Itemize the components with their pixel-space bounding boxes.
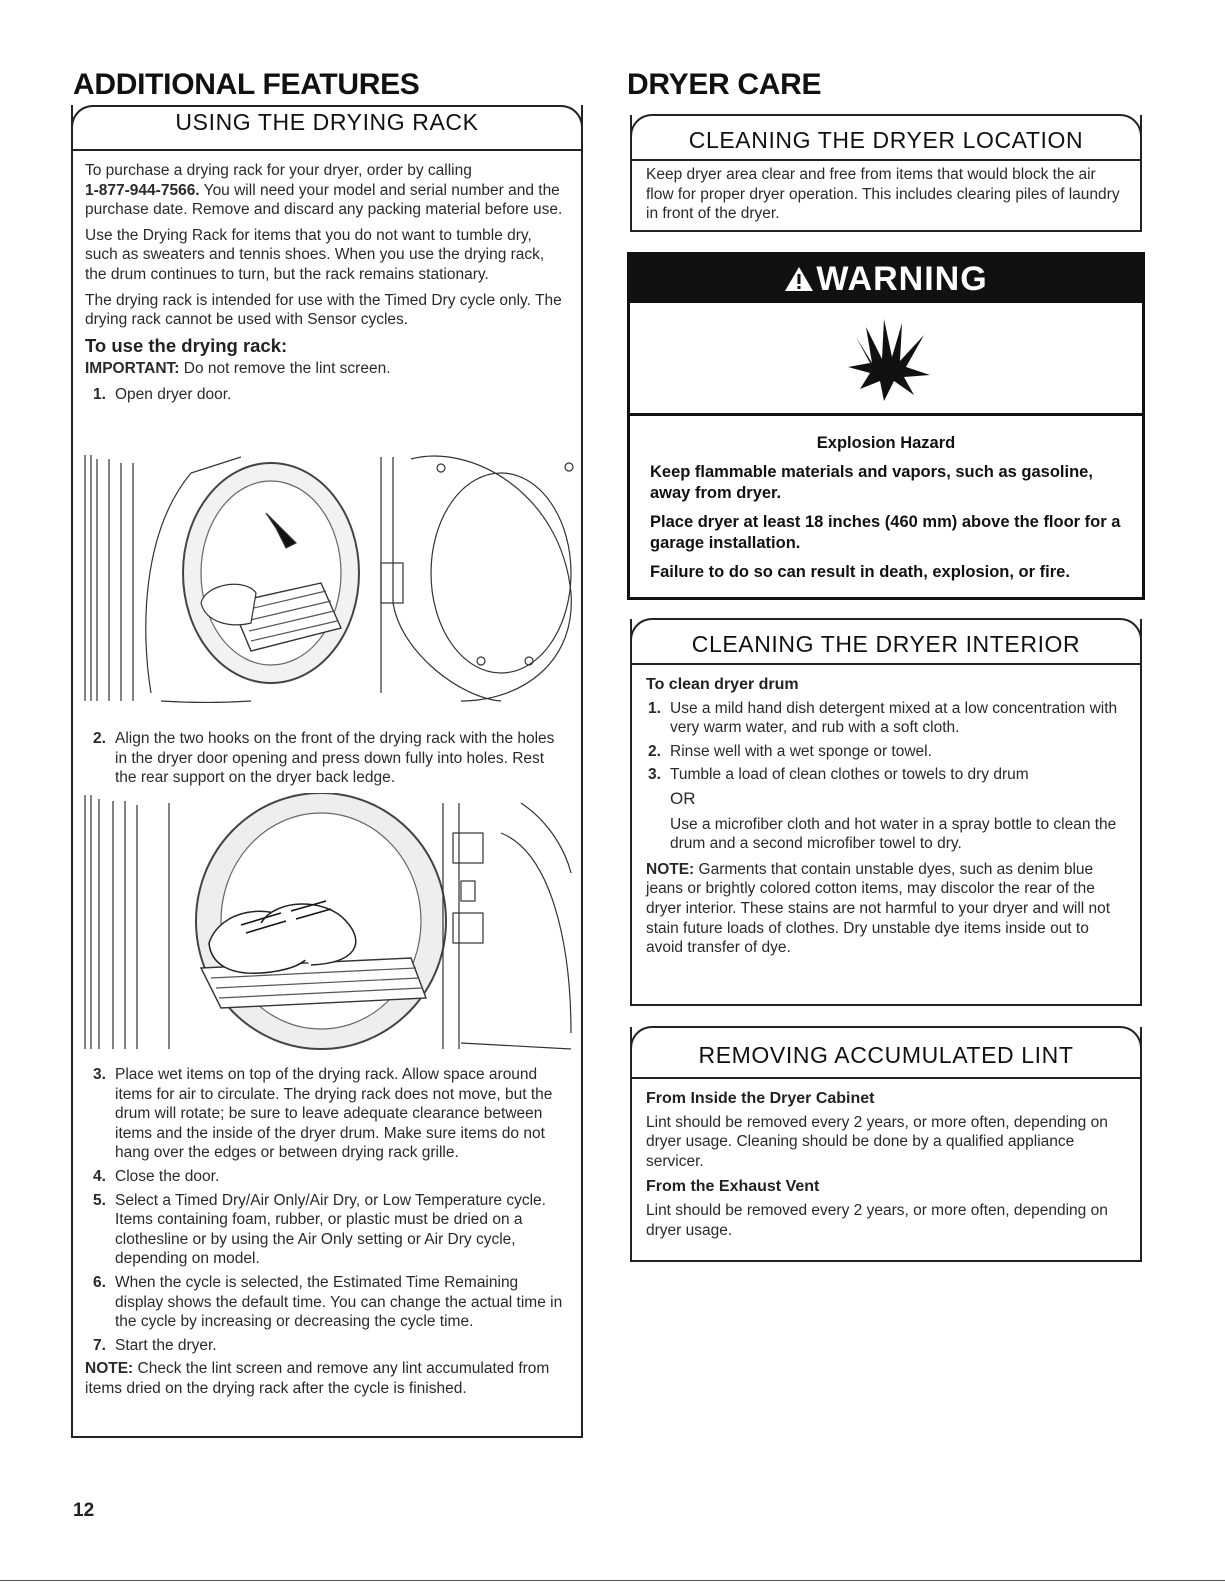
warning-body [650,433,1122,591]
or-text: OR [670,788,696,808]
interior-step-2: 2. Rinse well with a wet sponge or towel. [648,742,932,760]
important-note: IMPORTANT: Do not remove the lint screen. [85,360,391,378]
step-5: 5. Select a Timed Dry/Air Only/Air Dry, or Low Temperature cycle. Items containing foam, rubber, or plastic must be dried on a clothesline or by using the Air Only setting or Air Dry cycle, depending on model. [93,1191,546,1268]
warning-box [627,252,1145,600]
warning-line-3: Failure to do so can result in death, explosion, or fire. [650,563,1070,581]
bottom-rule [0,1580,1225,1581]
dryer-interior-title: CLEANING THE DRYER INTERIOR [630,618,1142,670]
drying-rack-body [85,161,567,409]
step-4: 4. Close the door. [93,1167,220,1185]
step-6: 6. When the cycle is selected, the Estimated Time Remaining display shows the default time. You can change the actual time in the cycle by increasing or decreasing the cycle time. [93,1273,563,1331]
steps-after-block [85,1065,567,1405]
step-3: 3. Place wet items on top of the drying rack. Allow space around items for air to circulate. The drying rack does not move, but the drum will rotate; be sure to leave adequate clearance between items and the inside of the dryer drum. Make sure items do not hang over the edges or between drying rack grille. [93,1066,553,1162]
dryer-location-title: CLEANING THE DRYER LOCATION [630,114,1142,166]
interior-step-1: 1. Use a mild hand dish detergent mixed at a low concentration with very warm water, and rub with a soft cloth. [648,699,1118,737]
cycle-paragraph: The drying rack is intended for use with the Timed Dry cycle only. The drying rack cannot be used with Sensor cycles. [85,291,562,329]
to-use-subheading: To use the drying rack: [85,334,288,356]
step-1: 1. Open dryer door. [93,385,232,403]
lint-cabinet-subheading: From Inside the Dryer Cabinet [646,1090,875,1107]
warning-header: WARNING [630,255,1142,303]
lint-vent-text: Lint should be removed every 2 years, or more often, depending on dryer usage. [646,1201,1108,1239]
interior-step-3: 3. Tumble a load of clean clothes or towels to dry drum [648,766,1029,784]
usage-paragraph: Use the Drying Rack for items that you do not want to tumble dry, such as sweaters and tennis shoes. When you use the drying rack, the drum continues to turn, but the rack remains stationary. [85,226,545,283]
warning-triangle-icon [784,265,814,293]
page-number: 12 [73,1500,95,1521]
lint-title: REMOVING ACCUMULATED LINT [630,1026,1142,1084]
intro-paragraph: To purchase a drying rack for your dryer, order by calling 1-877-944-7566. You will need your model and serial number and the purchase date. Remove and discard any packing material before use. [85,162,563,219]
dryer-location-text: Keep dryer area clear and free from items that would block the air flow for proper dryer operation. This includes clearing piles of laundry in front of the dryer. [646,166,1120,223]
heading-dryer-care: DRYER CARE [627,68,822,101]
warning-line-1: Keep flammable materials and vapors, such as gasoline, away from dryer. [650,463,1093,502]
warning-line-2: Place dryer at least 18 inches (460 mm) above the floor for a garage installation. [650,513,1121,552]
lint-cabinet-text: Lint should be removed every 2 years, or more often, depending on dryer usage. Cleaning should be done by a qualified appliance servicer. [646,1113,1108,1170]
rack-with-shoes-illustration [81,793,577,1051]
drying-rack-box [71,105,583,1438]
open-dryer-door-illustration [81,453,577,703]
lint-vent-subheading: From the Exhaust Vent [646,1178,820,1196]
step-7: 7. Start the dryer. [93,1336,217,1354]
dryer-location-box [630,115,1142,232]
drying-rack-title: USING THE DRYING RACK [71,105,583,139]
lint-box [630,1027,1142,1262]
alt-method: Use a microfiber cloth and hot water in a spray bottle to clean the drum and a second microfiber towel to dry. [670,815,1117,853]
clean-drum-subheading: To clean dryer drum [646,676,799,693]
heading-additional-features: ADDITIONAL FEATURES [73,68,420,101]
step-2-block [85,729,567,792]
step-2: 2. Align the two hooks on the front of the drying rack with the holes in the dryer door opening and press down fully into holes. Rest the rear support on the dryer back ledge. [93,730,555,787]
dryer-interior-body [646,671,1126,964]
explosion-icon [844,315,934,405]
lint-body [646,1085,1126,1246]
dryer-interior-box [630,619,1142,1006]
interior-note: NOTE: Garments that contain unstable dyes, such as denim blue jeans or brightly colored cotton items, may discolor the rear of the dryer interior. These stains are not harmful to your dryer and will not stain future loads of clothes. Dry unstable dye items inside out to avoid transfer of dye. [646,860,1111,957]
rack-note: NOTE: Check the lint screen and remove any lint accumulated from items dried on the drying rack after the cycle is finished. [85,1360,550,1397]
warning-hazard: Explosion Hazard [816,434,956,452]
